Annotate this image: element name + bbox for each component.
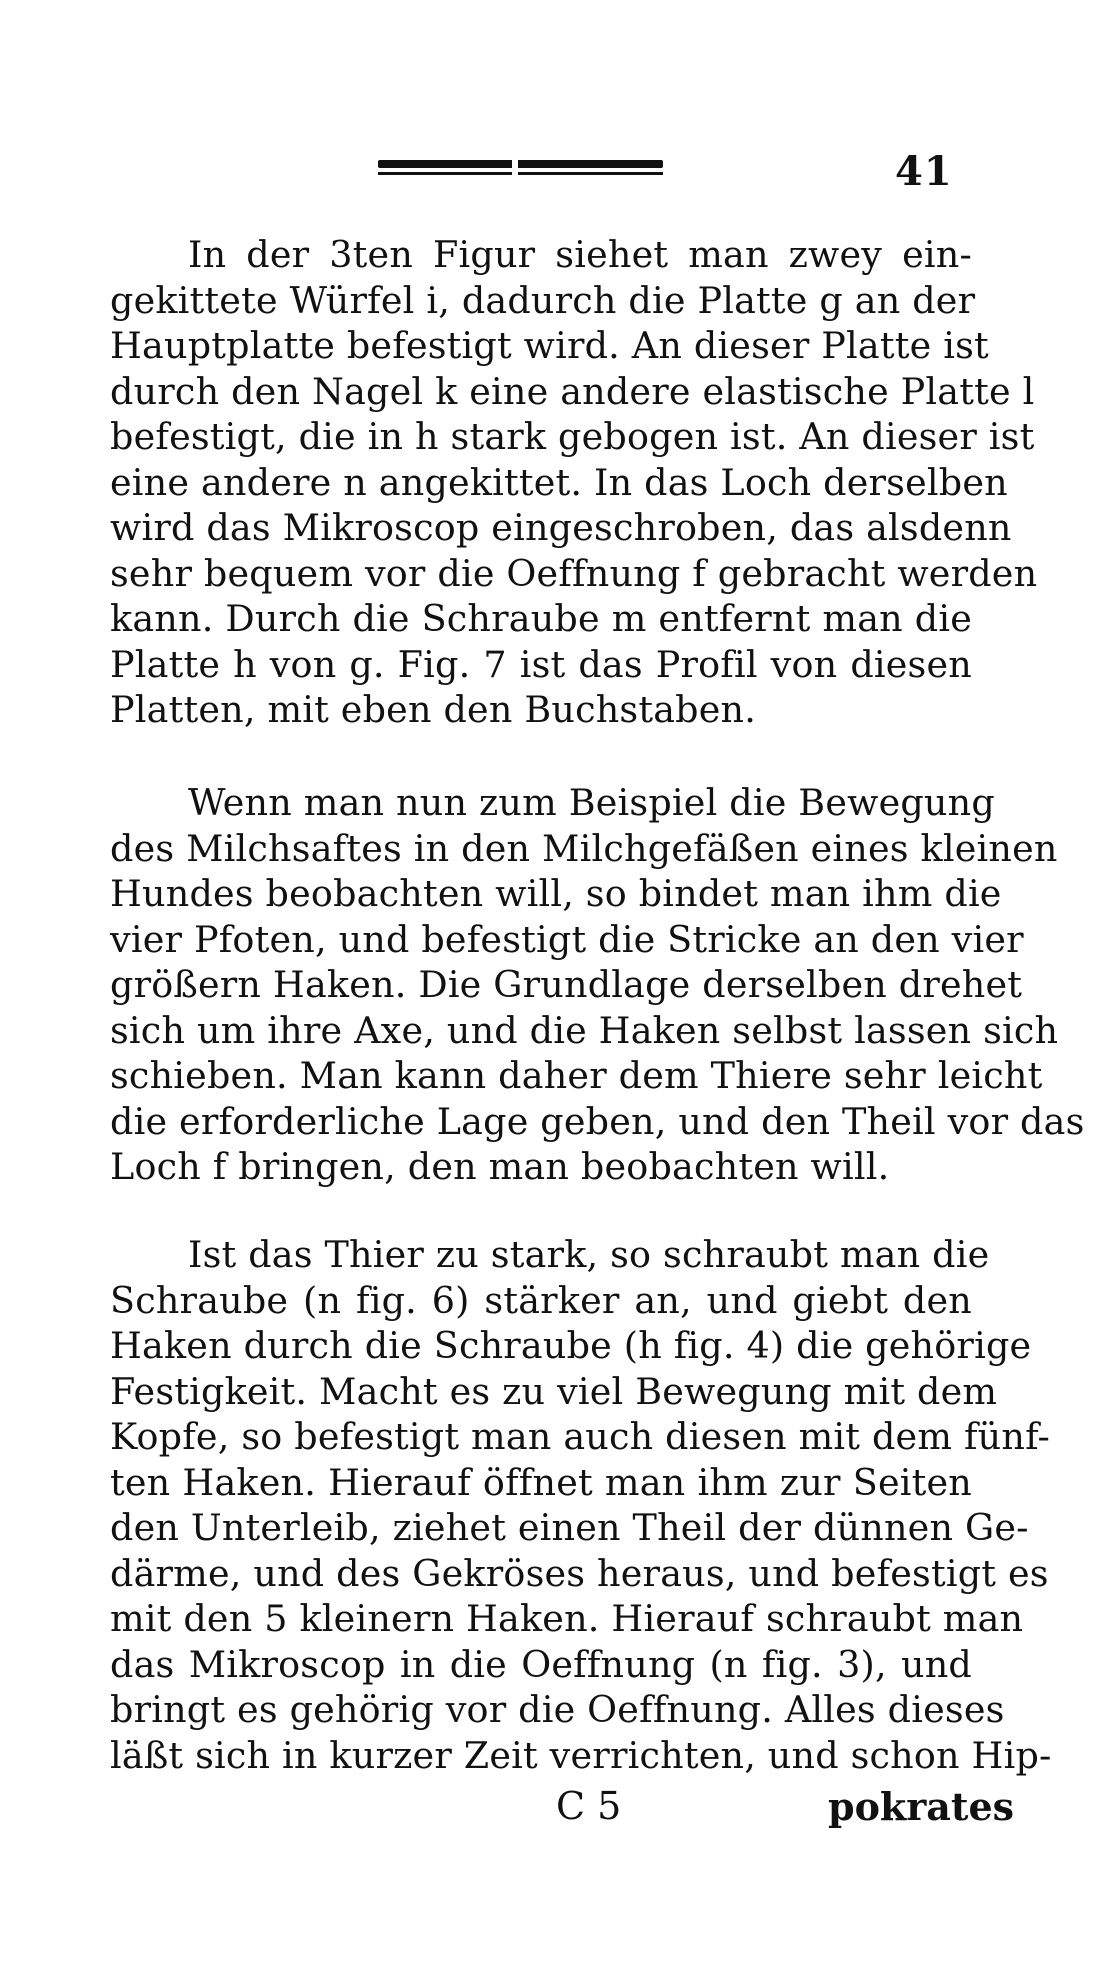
text-line: In der 3ten Figur siehet man zwey ein- <box>188 233 972 276</box>
catchword: pokrates <box>828 1784 1015 1829</box>
text-line: Haken durch die Schraube (h fig. 4) die gehörige <box>110 1324 1032 1367</box>
text-line: läßt sich in kurzer Zeit verrichten, und schon Hip- <box>110 1733 1052 1777</box>
text-line: Platten, mit eben den Buchstaben. <box>110 688 757 731</box>
text-line: das Mikroscop in die Oeffnung (n fig. 3), und <box>110 1642 972 1686</box>
text-line: Hundes beobachten will, so bindet man ihm die <box>110 872 1002 915</box>
text-line: Hauptplatte befestigt wird. An dieser Platte ist <box>110 324 989 367</box>
text-line: Festigkeit. Macht es zu viel Bewegung mit dem <box>110 1369 998 1413</box>
text-line: befestigt, die in h stark gebogen ist. An dieser ist <box>110 415 1035 458</box>
page-footer <box>0 1784 1100 1834</box>
paragraph-3 <box>110 1232 1052 1778</box>
text-line: kann. Durch die Schraube m entfernt man die <box>110 597 972 640</box>
ornament-bar-top <box>378 160 663 168</box>
text-line: schieben. Man kann daher dem Thiere sehr leicht <box>110 1054 1043 1097</box>
ornament-notch <box>512 158 518 178</box>
text-line: Ist das Thier zu stark, so schraubt man die <box>188 1233 990 1276</box>
text-line: eine andere n angekittet. In das Loch derselben <box>110 460 1008 504</box>
text-line: ten Haken. Hierauf öffnet man ihm zur Seiten <box>110 1460 972 1504</box>
text-line: gekittete Würfel i, dadurch die Platte g an der <box>110 278 976 322</box>
ornament-bar-bottom <box>378 172 663 175</box>
text-line: Loch f bringen, den man beobachten will. <box>110 1145 890 1188</box>
text-line: den Unterleib, ziehet einen Theil der dünnen Ge- <box>110 1506 1029 1549</box>
text-line: bringt es gehörig vor die Oeffnung. Alles dieses <box>110 1688 1005 1731</box>
text-line: größern Haken. Die Grundlage derselben drehet <box>110 963 1023 1006</box>
text-line: vier Pfoten, und befestigt die Stricke an den vier <box>110 917 1024 961</box>
paragraph-2 <box>110 780 1085 1190</box>
header-ornament-rule <box>378 158 663 182</box>
text-line: Wenn man nun zum Beispiel die Bewegung <box>188 781 995 824</box>
text-line: mit den 5 kleinern Haken. Hierauf schraubt man <box>110 1597 1024 1640</box>
page-number: 41 <box>895 148 953 195</box>
text-line: Schraube (n fig. 6) stärker an, und giebt den <box>110 1278 972 1322</box>
text-line: wird das Mikroscop eingeschroben, das alsdenn <box>110 506 1012 549</box>
signature-mark: C 5 <box>556 1784 622 1828</box>
text-line: sich um ihre Axe, und die Haken selbst lassen sich <box>110 1008 1059 1052</box>
paragraph-1 <box>110 232 1038 733</box>
text-line: des Milchsaftes in den Milchgefäßen eines kleinen <box>110 826 1058 870</box>
text-line: Platte h von g. Fig. 7 ist das Profil von diesen <box>110 642 972 686</box>
text-line: durch den Nagel k eine andere elastische Platte l <box>110 369 1035 413</box>
text-line: Kopfe, so befestigt man auch diesen mit dem fünf- <box>110 1415 1051 1458</box>
text-line: die erforderliche Lage geben, und den Theil vor das <box>110 1099 1085 1143</box>
text-line: därme, und des Gekröses heraus, und befestigt es <box>110 1551 1049 1595</box>
text-line: sehr bequem vor die Oeffnung f gebracht werden <box>110 551 1038 595</box>
